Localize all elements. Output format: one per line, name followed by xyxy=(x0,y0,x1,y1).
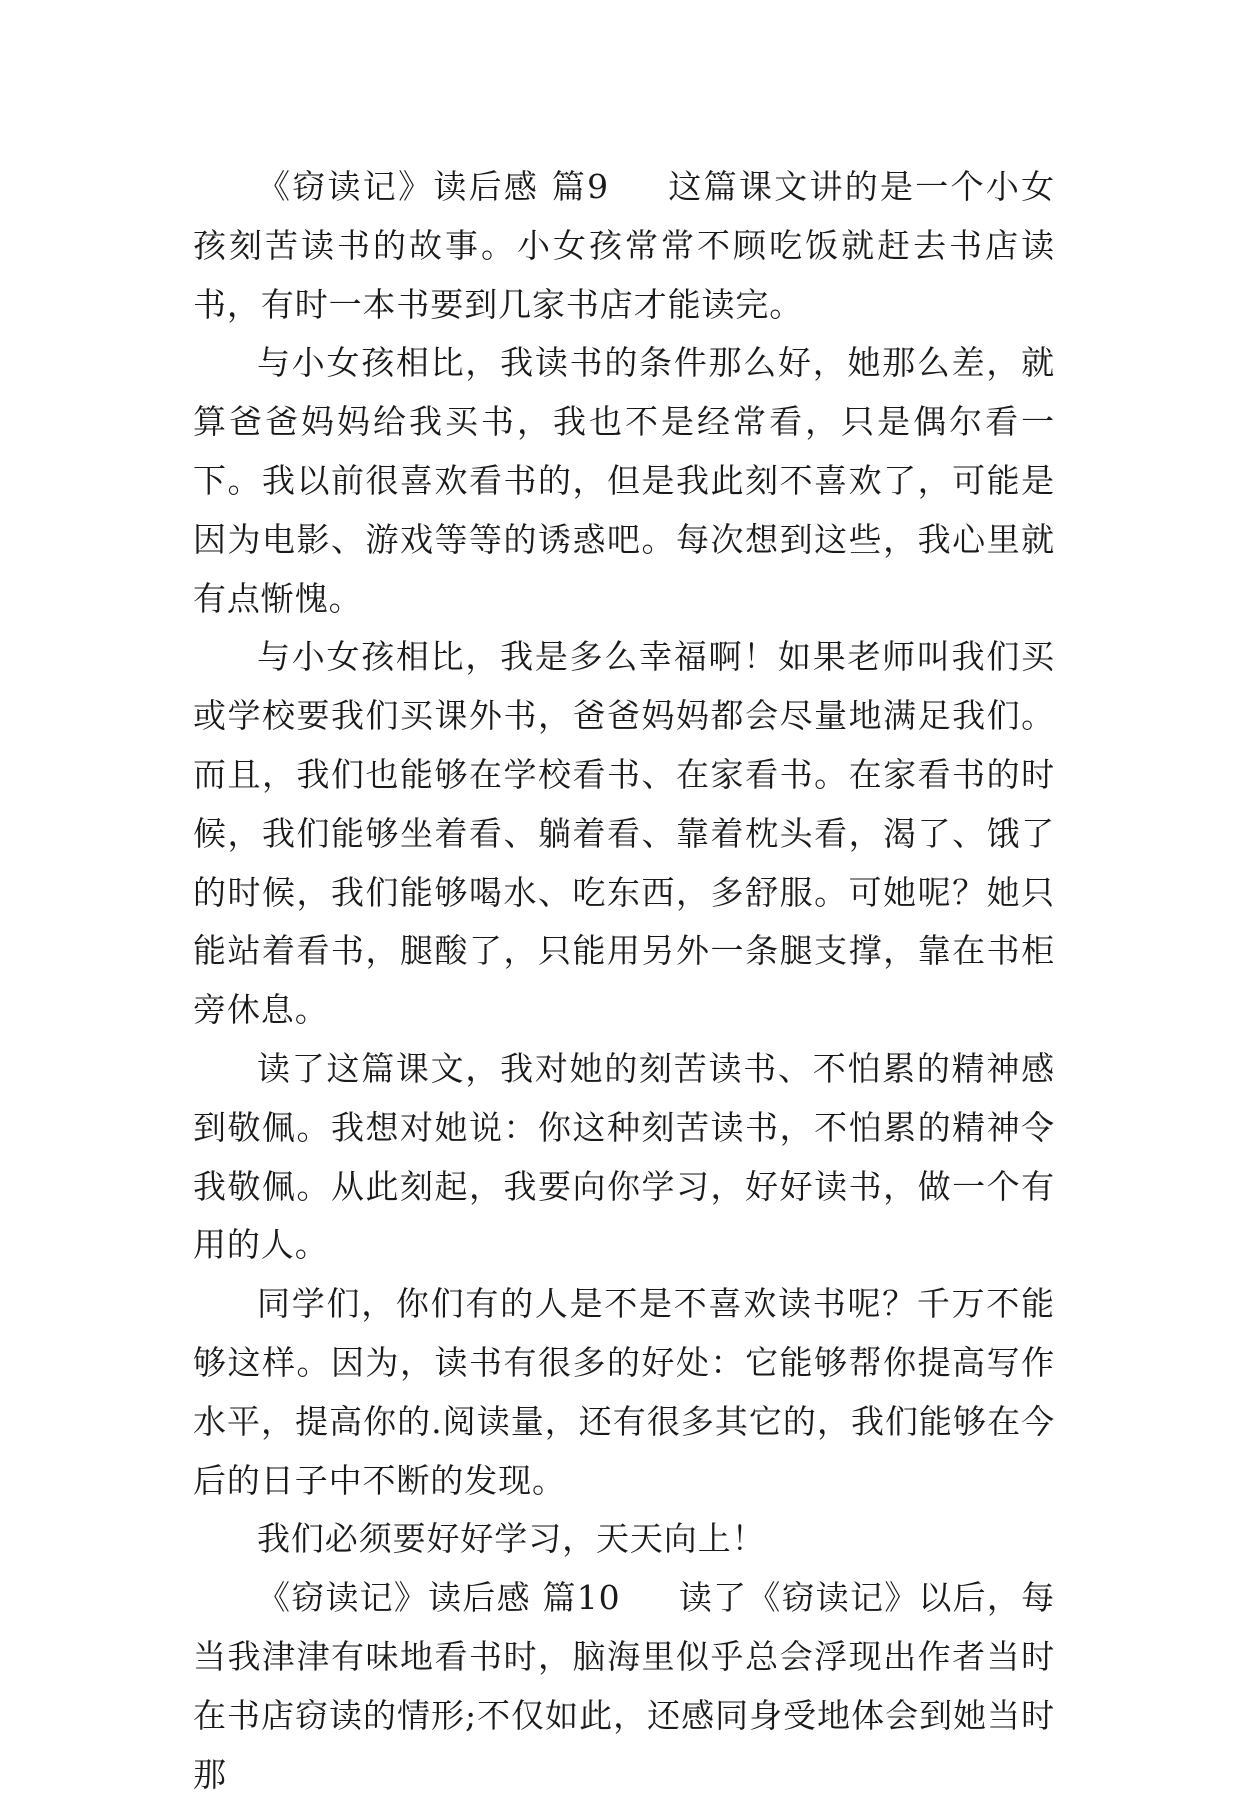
paragraph xyxy=(193,1569,1055,1804)
paragraph xyxy=(193,334,1055,628)
paragraph-text: 与小女孩相比，我读书的条件那么好，她那么差，就算爸爸妈妈给我买书，我也不是经常看，只是偶尔看一下。我以前很喜欢看书的，但是我此刻不喜欢了，可能是因为电影、游戏等等的诱惑吧。每次想到这些，我心里就有点惭愧。 xyxy=(193,343,1055,618)
paragraph-text: 这篇课文讲的是一个小女孩刻苦读书的故事。小女孩常常不顾吃饭就赶去书店读书，有时一本书要到几家书店才能读完。 xyxy=(193,167,1055,324)
document-body xyxy=(193,158,1055,1804)
essay-heading: 《窃读记》读后感 篇9 xyxy=(257,167,610,206)
paragraph xyxy=(193,1040,1055,1275)
paragraph xyxy=(193,628,1055,1040)
paragraph-text: 我们必须要好好学习，天天向上！ xyxy=(257,1519,766,1559)
paragraph xyxy=(193,158,1055,334)
paragraph-text: 读了这篇课文，我对她的刻苦读书、不怕累的精神感到敬佩。我想对她说：你这种刻苦读书，不怕累的精神令我敬佩。从此刻起，我要向你学习，好好读书，做一个有用的人。 xyxy=(193,1048,1055,1265)
paragraph-text: 与小女孩相比，我是多么幸福啊！如果老师叫我们买或学校要我们买课外书，爸爸妈妈都会尽量地满足我们。而且，我们也能够在学校看书、在家看书。在家看书的时候，我们能够坐着看、躺着看、靠着枕头看，渴了、饿了的时候，我们能够喝水、吃东西，多舒服。可她呢？她只能站着看书，腿酸了，只能用另外一条腿支撑，靠在书柜旁休息。 xyxy=(193,637,1055,1030)
paragraph-text: 读了《窃读记》以后，每当我津津有味地看书时，脑海里似乎总会浮现出作者当时在书店窃读的情形;不仅如此，还感同身受地体会到她当时那 xyxy=(193,1578,1055,1794)
paragraph xyxy=(193,1275,1055,1510)
paragraph-text: 同学们，你们有的人是不是不喜欢读书呢？千万不能够这样。因为，读书有很多的好处：它能够帮你提高写作水平，提高你的.阅读量，还有很多其它的，我们能够在今后的日子中不断的发现。 xyxy=(193,1284,1055,1500)
essay-heading: 《窃读记》读后感 篇10 xyxy=(257,1578,621,1618)
paragraph xyxy=(193,1510,1055,1569)
